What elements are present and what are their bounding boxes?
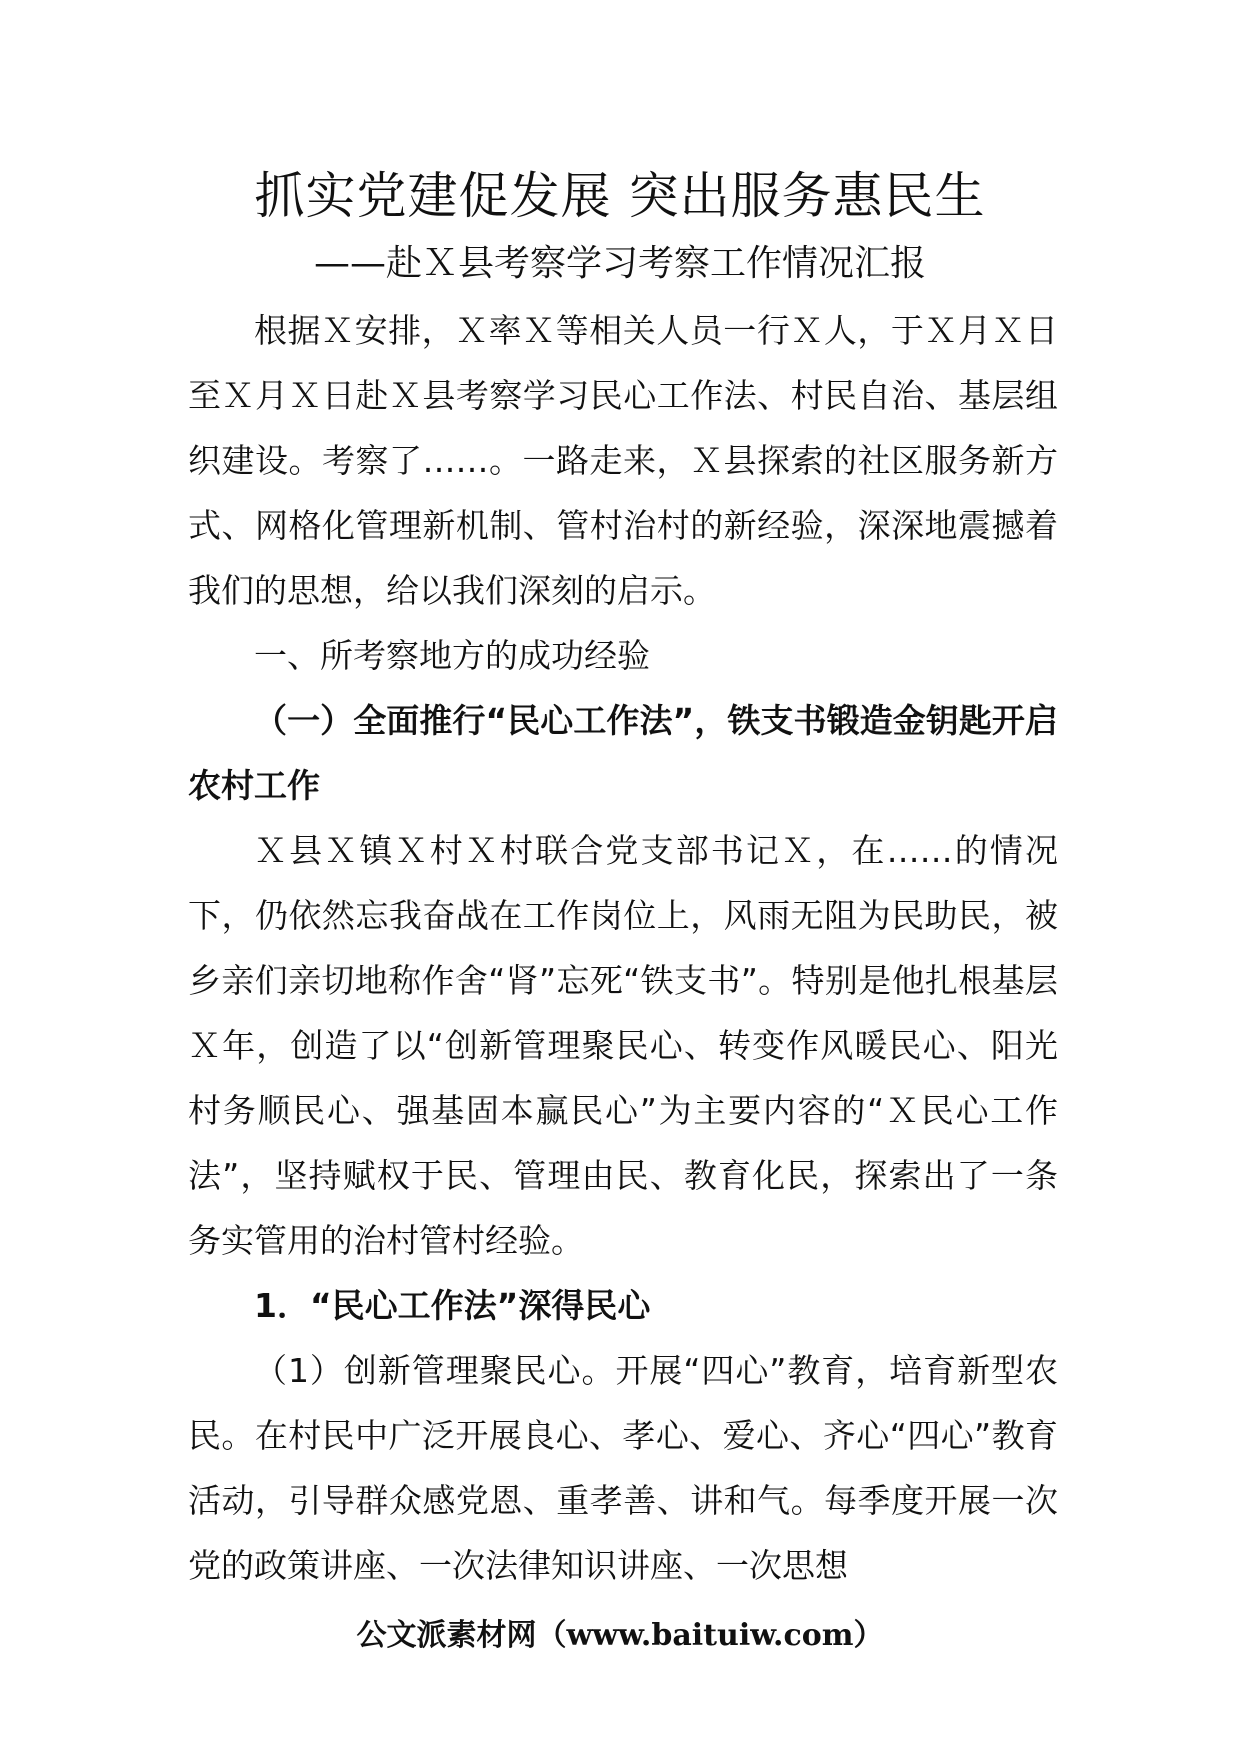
watermark-footer: 公文派素材网（www.baituiw.com） xyxy=(356,1618,884,1653)
document-subtitle: ——赴Ｘ县考察学习考察工作情况汇报 xyxy=(313,243,926,284)
subsection-heading-1: （一）全面推行“民心工作法”，铁支书锻造金钥匙开启农村工作 xyxy=(188,701,1058,805)
paragraph-innovation: （1）创新管理聚民心。开展“四心”教育，培育新型农民。在村民中广泛开展良心、孝心、爱心、齐心“四心”教育活动，引导群众感党恩、重孝善、讲和气。每季度开展一次党的政策讲座、一次法律知识讲座、一次思想 xyxy=(188,1351,1058,1585)
paragraph-secretary: Ｘ县Ｘ镇Ｘ村Ｘ村联合党支部书记Ｘ，在……的情况下，仍依然忘我奋战在工作岗位上，风雨无阻为民助民，被乡亲们亲切地称作舍“肾”忘死“铁支书”。特别是他扎根基层Ｘ年，创造了以“创新管理聚民心、转变作风暖民心、阳光村务顺民心、强基固本赢民心”为主要内容的“Ｘ民心工作法”，坚持赋权于民、管理由民、教育化民，探索出了一条务实管用的治村管村经验。 xyxy=(188,831,1059,1260)
section-heading-1: 一、所考察地方的成功经验 xyxy=(254,636,650,675)
item-heading-1: 1．“民心工作法”深得民心 xyxy=(254,1286,651,1325)
document-body xyxy=(188,298,1058,1598)
document-title: 抓实党建促发展 突出服务惠民生 xyxy=(254,167,986,225)
paragraph-intro: 根据Ｘ安排，Ｘ率Ｘ等相关人员一行Ｘ人，于Ｘ月Ｘ日至Ｘ月Ｘ日赴Ｘ县考察学习民心工作法、村民自治、基层组织建设。考察了……。一路走来，Ｘ县探索的社区服务新方式、网格化管理新机制、管村治村的新经验，深深地震撼着我们的思想，给以我们深刻的启示。 xyxy=(188,311,1058,610)
